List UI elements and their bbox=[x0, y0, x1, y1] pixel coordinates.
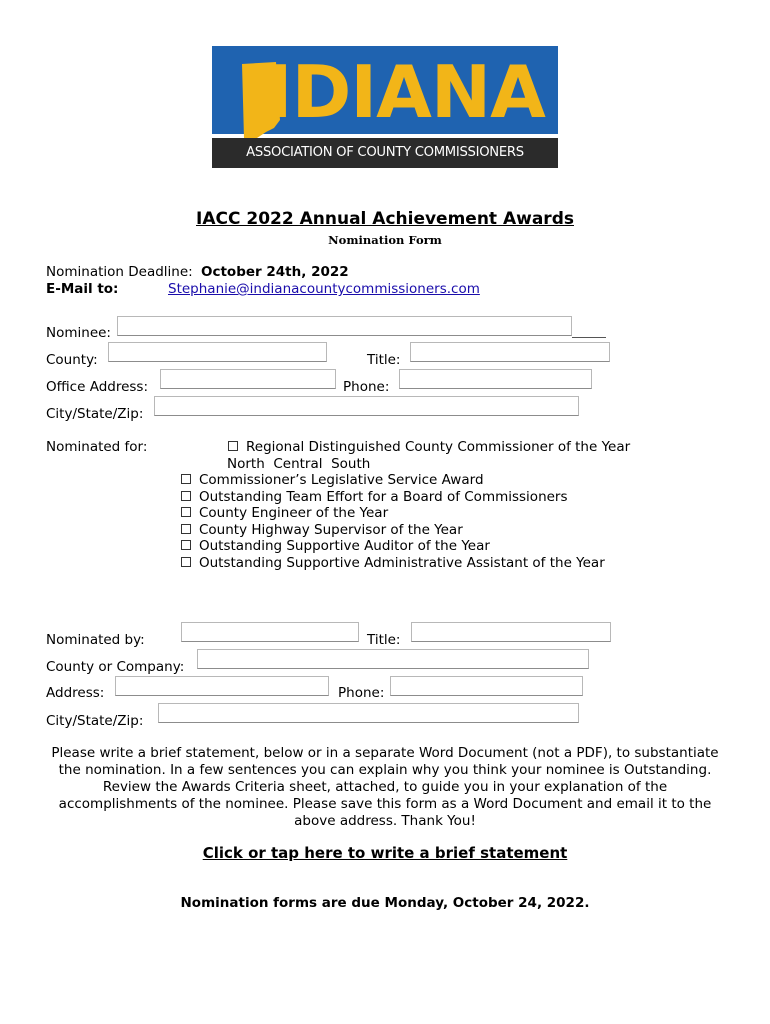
award-option-label: County Highway Supervisor of the Year bbox=[199, 522, 463, 538]
deadline-value: October 24th, 2022 bbox=[201, 264, 349, 280]
award-option[interactable] bbox=[181, 522, 463, 538]
checkbox[interactable] bbox=[181, 524, 191, 534]
phone-field[interactable] bbox=[399, 369, 592, 389]
page-subtitle: Nomination Form bbox=[328, 233, 442, 247]
checkbox[interactable] bbox=[181, 540, 191, 550]
award-option-label: Outstanding Team Effort for a Board of Commissioners bbox=[199, 489, 568, 505]
instructions-text: Please write a brief statement, below or in a separate Word Document (not a PDF), to substantiate the nomination. In a few sentences you can explain why you think your nominee is Outstanding. Review the Awards Criteria sheet, attached, to guide you in your explanation of the accomplishments of the nominee. Please save this form as a Word Document and email it to the above address. Thank You! bbox=[51, 745, 719, 829]
phone-label: Phone: bbox=[343, 379, 390, 395]
nominated-by-label: Nominated by: bbox=[46, 632, 145, 648]
nominated-by-field[interactable] bbox=[181, 622, 359, 642]
region-list: North Central South bbox=[227, 456, 371, 472]
office-address-label: Office Address: bbox=[46, 379, 149, 395]
nominator-title-field[interactable] bbox=[411, 622, 611, 642]
page-title: IACC 2022 Annual Achievement Awards bbox=[196, 209, 574, 229]
nominee-underline bbox=[572, 337, 606, 338]
write-statement-link[interactable]: Click or tap here to write a brief statement bbox=[202, 844, 568, 862]
city-state-zip-field[interactable] bbox=[154, 396, 579, 416]
checkbox[interactable] bbox=[181, 557, 191, 567]
nominator-phone-field[interactable] bbox=[390, 676, 583, 696]
award-option[interactable] bbox=[181, 472, 484, 488]
nominator-csz-field[interactable] bbox=[158, 703, 579, 723]
nominator-phone-label: Phone: bbox=[338, 685, 385, 701]
iacc-logo bbox=[212, 46, 558, 168]
award-option-regional[interactable] bbox=[228, 439, 630, 455]
nominated-for-label: Nominated for: bbox=[46, 439, 148, 455]
award-option-label: Commissioner’s Legislative Service Award bbox=[199, 472, 484, 488]
award-option-label: County Engineer of the Year bbox=[199, 505, 389, 521]
award-option-label: Outstanding Supportive Auditor of the Year bbox=[199, 538, 490, 554]
title-field[interactable] bbox=[410, 342, 610, 362]
due-date-note: Nomination forms are due Monday, October 24, 2022. bbox=[180, 895, 590, 911]
nominee-label: Nominee: bbox=[46, 325, 111, 341]
nominator-address-label: Address: bbox=[46, 685, 105, 701]
award-option-label: Outstanding Supportive Administrative Assistant of the Year bbox=[199, 555, 605, 571]
checkbox[interactable] bbox=[228, 441, 238, 451]
award-option[interactable] bbox=[181, 505, 388, 521]
logo-wordmark bbox=[232, 52, 545, 132]
email-label: E-Mail to: bbox=[46, 281, 119, 297]
county-field[interactable] bbox=[108, 342, 327, 362]
award-option[interactable] bbox=[181, 555, 605, 571]
checkbox[interactable] bbox=[181, 474, 191, 484]
company-label: County or Company: bbox=[46, 659, 185, 675]
nominator-title-label: Title: bbox=[367, 632, 401, 648]
checkbox[interactable] bbox=[181, 507, 191, 517]
checkbox[interactable] bbox=[181, 491, 191, 501]
title-label: Title: bbox=[367, 352, 401, 368]
city-state-zip-label: City/State/Zip: bbox=[46, 406, 144, 422]
award-option[interactable] bbox=[181, 489, 568, 505]
email-link[interactable]: Stephanie@indianacountycommissioners.com bbox=[168, 281, 480, 297]
office-address-field[interactable] bbox=[160, 369, 336, 389]
nominee-field[interactable] bbox=[117, 316, 572, 336]
logo-band: ASSOCIATION OF COUNTY COMMISSIONERS bbox=[212, 138, 558, 168]
award-option[interactable] bbox=[181, 538, 490, 554]
county-label: County: bbox=[46, 352, 98, 368]
company-field[interactable] bbox=[197, 649, 589, 669]
deadline-label: Nomination Deadline: bbox=[46, 264, 193, 280]
logo-wordmark-text: IDIANA bbox=[265, 50, 545, 134]
deadline-row bbox=[46, 264, 349, 280]
award-option-label: Regional Distinguished County Commissioner of the Year bbox=[246, 439, 631, 455]
nominator-csz-label: City/State/Zip: bbox=[46, 713, 144, 729]
nominator-address-field[interactable] bbox=[115, 676, 329, 696]
